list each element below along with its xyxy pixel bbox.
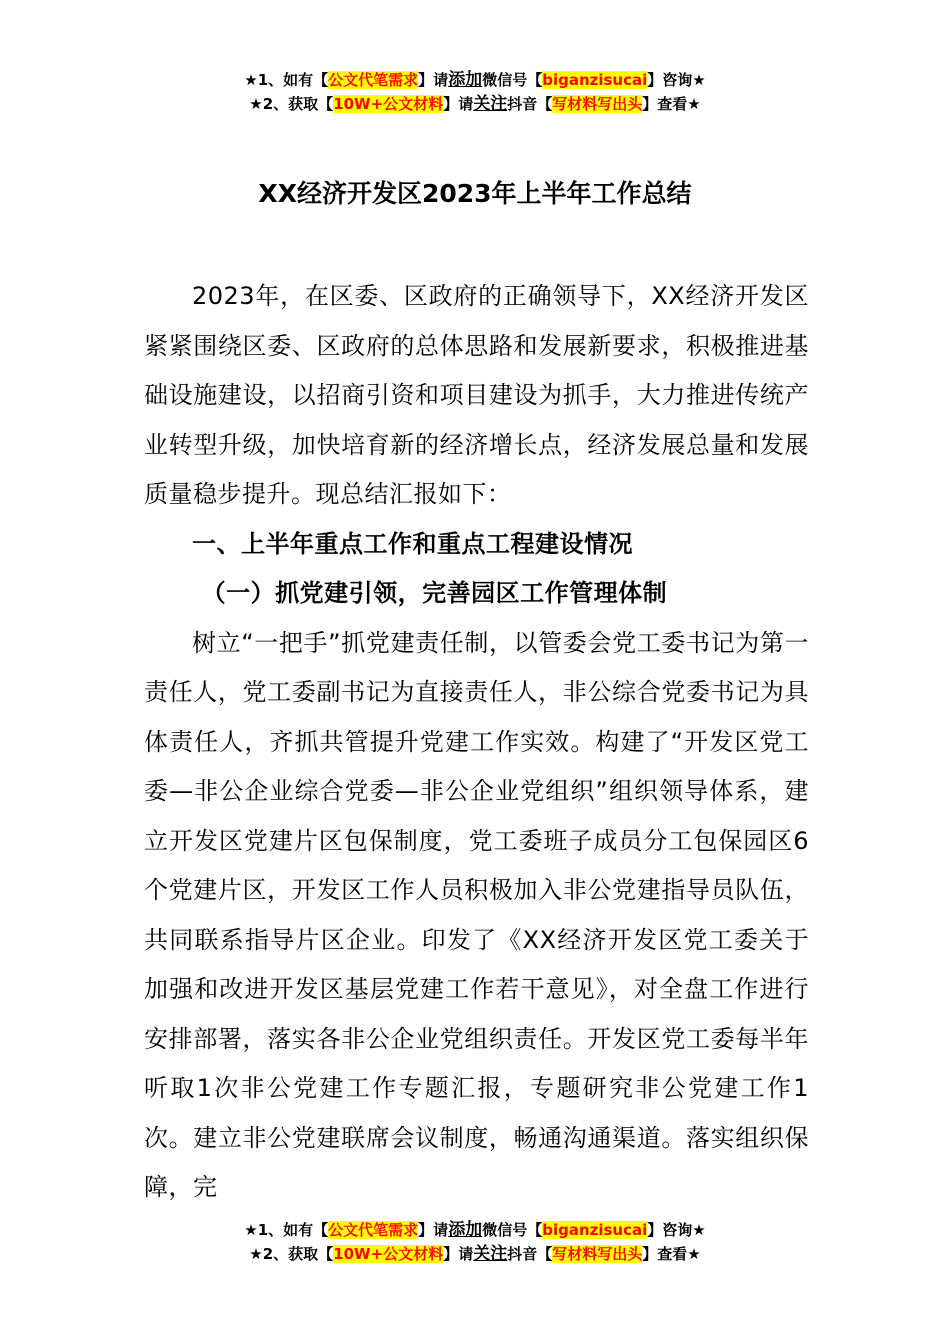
subsection-heading: （一）抓党建引领，完善园区工作管理体制 (201, 579, 668, 607)
underlined-action: 添加 (448, 70, 483, 90)
banner-text: ★2、获取【 (249, 1245, 334, 1263)
banner-text: 】请 (443, 95, 474, 113)
underlined-action: 关注 (473, 1244, 508, 1264)
highlight-douyin-id: 写材料写出头 (552, 95, 643, 113)
banner-text: 】请 (418, 1221, 449, 1239)
banner-text: 微信号【 (482, 1221, 543, 1239)
banner-line-1 (0, 68, 950, 92)
highlight-materials: 10W+公文材料 (333, 95, 444, 113)
highlight-wechat-id: biganzisucai (542, 1221, 648, 1239)
banner-text: 抖音【 (507, 95, 553, 113)
banner-text: 微信号【 (482, 71, 543, 89)
banner-text: 】请 (418, 71, 449, 89)
highlight-wechat-id: biganzisucai (542, 71, 648, 89)
underlined-action: 添加 (448, 1220, 483, 1240)
banner-line-2 (0, 92, 950, 116)
banner-text: ★1、如有【 (244, 71, 329, 89)
banner-text: ★1、如有【 (244, 1221, 329, 1239)
banner-text: 】查看★ (642, 95, 701, 113)
banner-text: ★2、获取【 (249, 95, 334, 113)
banner-text: 】请 (443, 1245, 474, 1263)
document-title: XX经济开发区2023年上半年工作总结 (258, 179, 692, 208)
banner-text: 抖音【 (507, 1245, 553, 1263)
highlight-service: 公文代笔需求 (328, 71, 419, 89)
highlight-service: 公文代笔需求 (328, 1221, 419, 1239)
banner-text: 】查看★ (642, 1245, 701, 1263)
banner-line-2 (0, 1242, 950, 1266)
banner-line-1 (0, 1218, 950, 1242)
intro-paragraph: 2023年，在区委、区政府的正确领导下，XX经济开发区紧紧围绕区委、区政府的总体思路和发展新要求，积极推进基础设施建设，以招商引资和项目建设为抓手，大力推进传统产业转型升级，加快培育新的经济增长点，经济发展总量和发展质量稳步提升。现总结汇报如下： (144, 282, 809, 508)
section-heading: 一、上半年重点工作和重点工程建设情况 (192, 529, 633, 558)
highlight-douyin-id: 写材料写出头 (552, 1245, 643, 1263)
banner-text: 】咨询★ (647, 1221, 706, 1239)
body-paragraph: 树立“一把手”抓党建责任制，以管委会党工委书记为第一责任人，党工委副书记为直接责任人，非公综合党委书记为具体责任人，齐抓共管提升党建工作实效。构建了“开发区党工委—非公企业综合党委—非公企业党组织”组织领导体系，建立开发区党建片区包保制度，党工委班子成员分工包保园区6个党建片区，开发区工作人员积极加入非公党建指导员队伍，共同联系指导片区企业。印发了《XX经济开发区党工委关于加强和改进开发区基层党建工作若干意见》，对全盘工作进行安排部署，落实各非公企业党组织责任。开发区党工委每半年听取1次非公党建工作专题汇报，专题研究非公党建工作1次。建立非公党建联席会议制度，畅通沟通渠道。落实组织保障，完 (144, 628, 809, 1201)
header-banner (0, 68, 950, 116)
document-body (144, 272, 809, 1213)
banner-text: 】咨询★ (647, 71, 706, 89)
footer-banner (0, 1218, 950, 1266)
highlight-materials: 10W+公文材料 (333, 1245, 444, 1263)
underlined-action: 关注 (473, 94, 508, 114)
